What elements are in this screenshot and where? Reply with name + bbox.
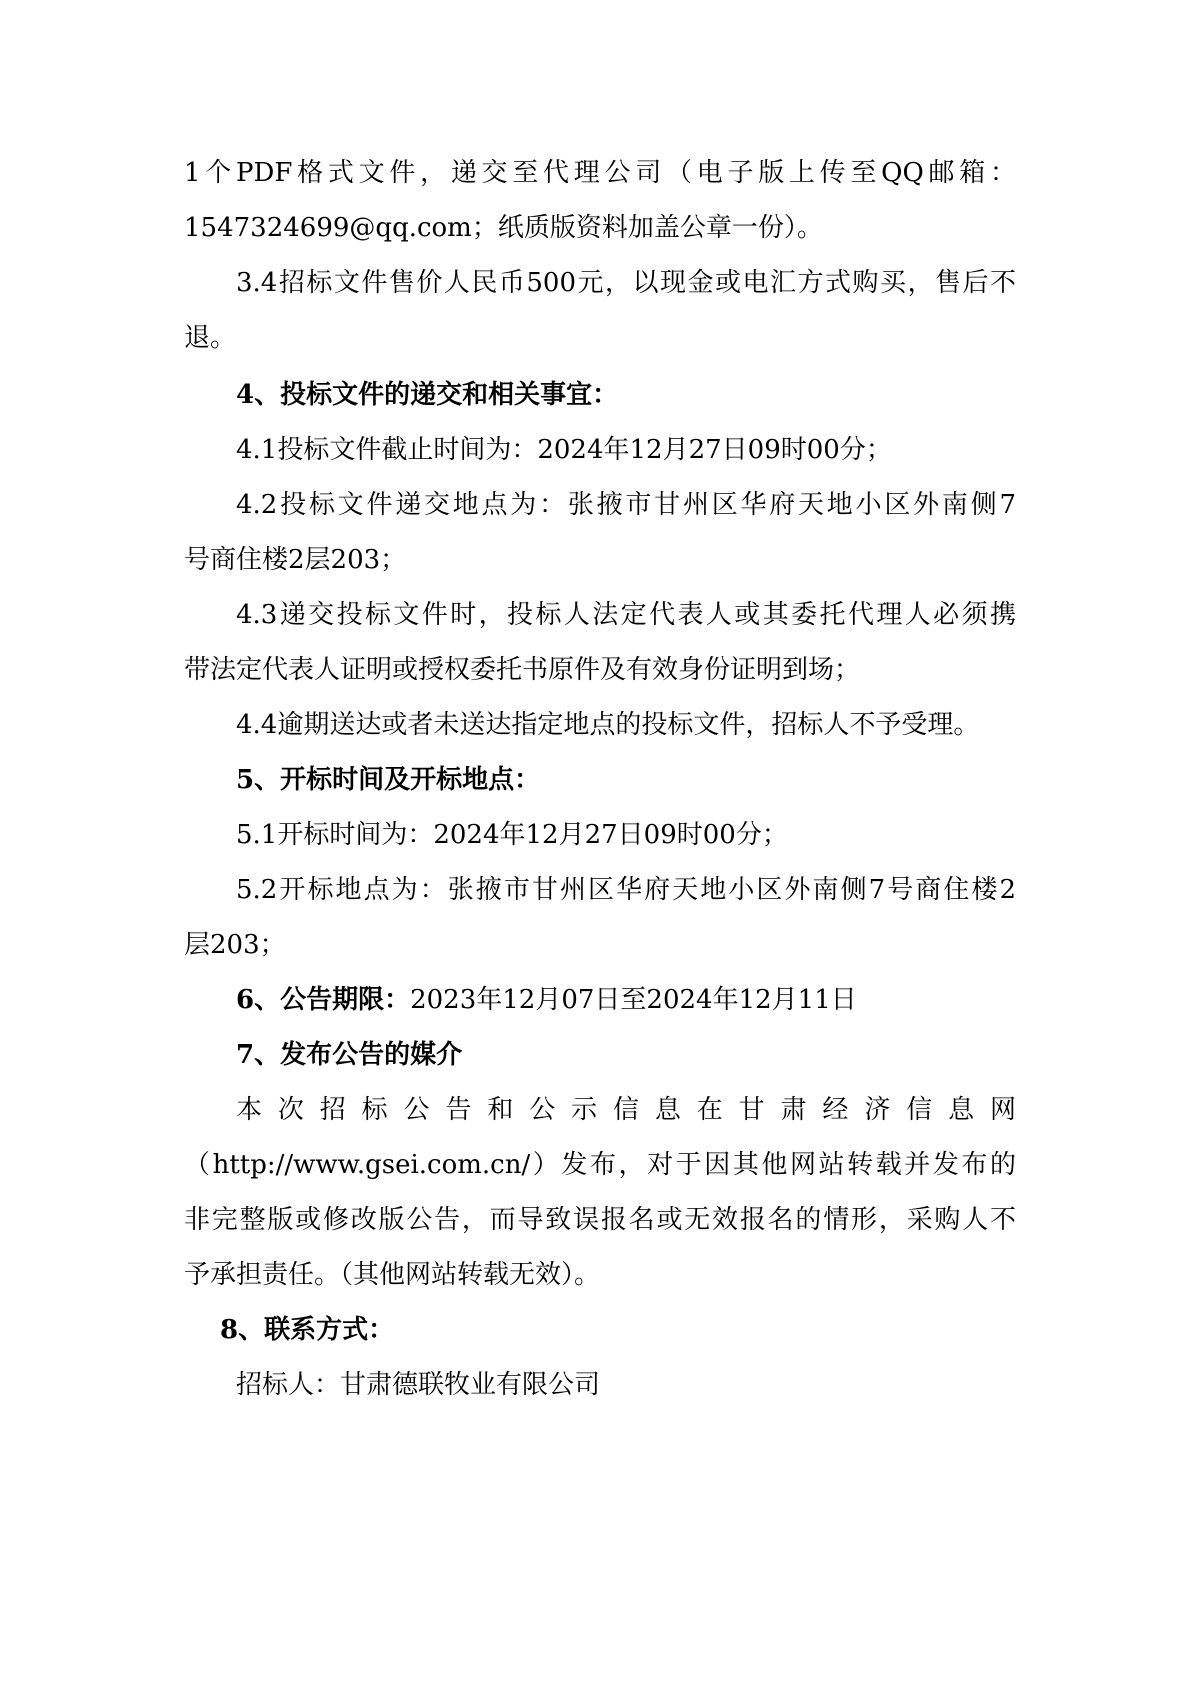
- section-7-paragraph: 非完整版或修改版公告，而导致误报名或无效报名的情形，采购人不: [184, 1205, 1016, 1235]
- section-5-heading: 5、开标时间及开标地点：: [236, 765, 541, 795]
- section-8-heading: 8、联系方式：: [220, 1315, 395, 1345]
- section-7-paragraph: 予承担责任。（其他网站转载无效）。: [184, 1260, 601, 1290]
- paragraph-line: 退。: [184, 323, 237, 353]
- section-4-heading: 4、投标文件的递交和相关事宜：: [236, 380, 619, 410]
- section-6: [236, 980, 1016, 1020]
- section-7-paragraph: （http://www.gsei.com.cn/）发布，对于因其他网站转载并发布的: [184, 1150, 1016, 1180]
- section-7-heading: 7、发布公告的媒介: [236, 1040, 463, 1070]
- announcement-period: 2023年12月07日至2024年12月11日: [410, 985, 857, 1015]
- tenderer-contact: 招标人：甘肃德联牧业有限公司: [236, 1370, 601, 1400]
- paragraph-line: 1547324699@qq.com；纸质版资料加盖公章一份）。: [184, 213, 823, 243]
- item-4-3-continued: 带法定代表人证明或授权委托书原件及有效身份证明到场；: [184, 655, 861, 685]
- item-5-1: 5.1开标时间为：2024年12月27日09时00分；: [236, 820, 788, 850]
- paragraph-line: 1个PDF格式文件，递交至代理公司（电子版上传至QQ邮箱：: [184, 158, 1016, 188]
- item-4-2-continued: 号商住楼2层203；: [184, 545, 407, 575]
- section-7-paragraph: 本次招标公告和公示信息在甘肃经济信息网: [236, 1095, 1016, 1125]
- paragraph-line: 3.4招标文件售价人民币500元，以现金或电汇方式购买，售后不: [236, 268, 1016, 298]
- item-4-3: 4.3递交投标文件时，投标人法定代表人或其委托代理人必须携: [236, 600, 1016, 630]
- item-5-2-continued: 层203；: [184, 930, 286, 960]
- section-6-heading: 6、公告期限：: [236, 985, 411, 1015]
- item-5-2: 5.2开标地点为：张掖市甘州区华府天地小区外南侧7号商住楼2: [236, 875, 1016, 905]
- item-4-2: 4.2投标文件递交地点为：张掖市甘州区华府天地小区外南侧7: [236, 490, 1016, 520]
- item-4-4: 4.4逾期送达或者未送达指定地点的投标文件，招标人不予受理。: [236, 710, 980, 740]
- item-4-1: 4.1投标文件截止时间为：2024年12月27日09时00分；: [236, 435, 892, 465]
